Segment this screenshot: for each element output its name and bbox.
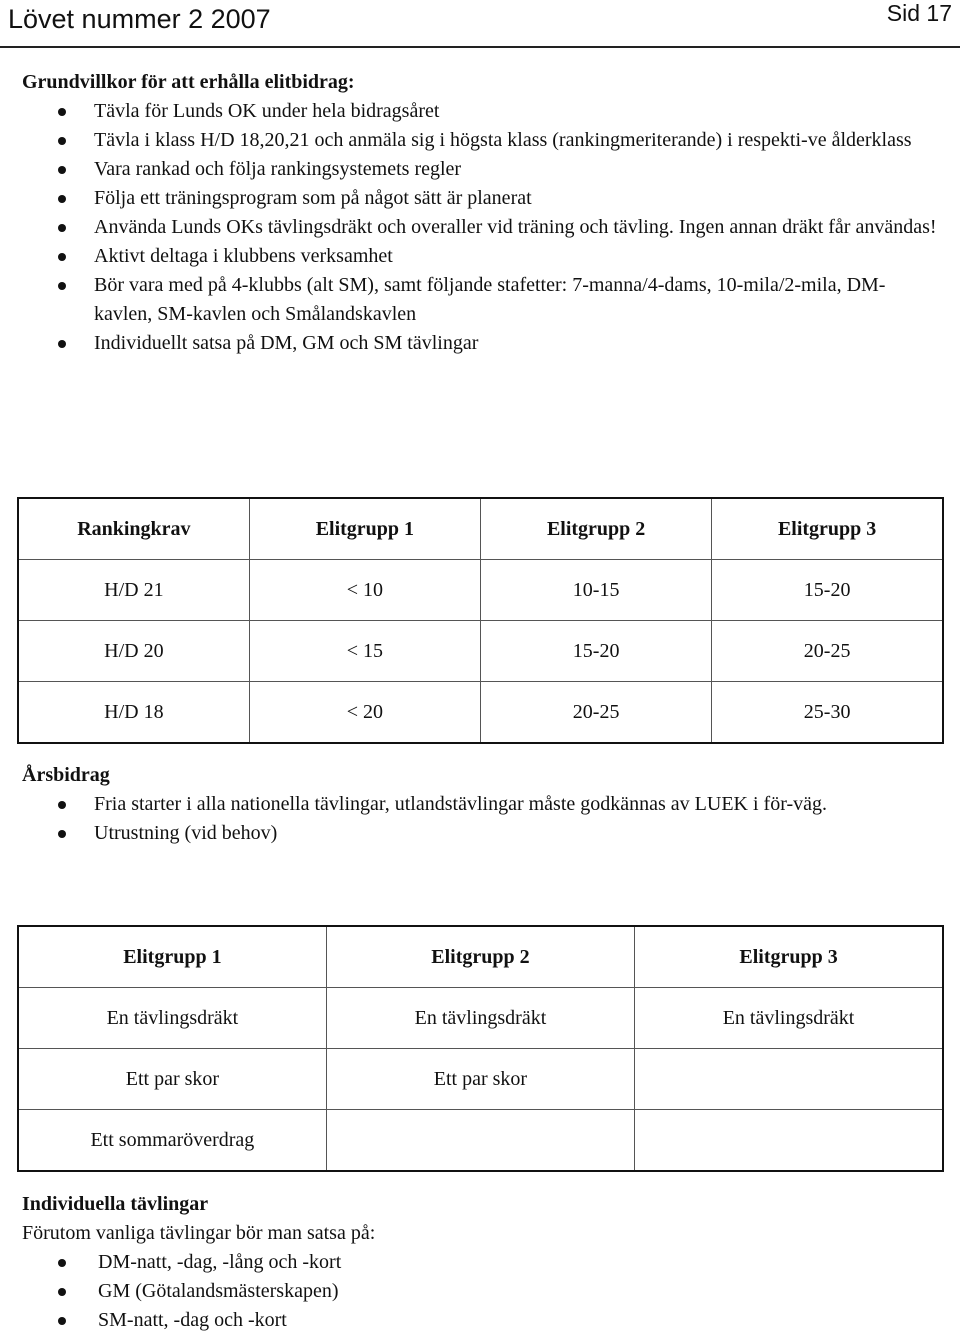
table-header-cell: Rankingkrav (18, 498, 249, 560)
equipment-table (17, 925, 944, 1172)
list-item: Tävla för Lunds OK under hela bidragsåret (22, 97, 937, 126)
table-cell: En tävlingsdräkt (18, 988, 326, 1049)
bullet-icon (58, 137, 66, 145)
table-row (18, 1110, 943, 1172)
bullet-icon (58, 1317, 66, 1325)
table-cell (635, 1110, 943, 1172)
bullet-icon (58, 253, 66, 261)
annual-grant-heading: Årsbidrag (22, 764, 110, 786)
list-item: DM-natt, -dag, -lång och -kort (22, 1248, 937, 1277)
list-item: Utrustning (vid behov) (22, 819, 937, 848)
table-cell: 10-15 (481, 560, 712, 621)
bullet-icon (58, 340, 66, 348)
table-row (18, 621, 943, 682)
bullet-icon (58, 108, 66, 116)
table-cell: Ett sommaröverdrag (18, 1110, 326, 1172)
table-cell: Ett par skor (18, 1049, 326, 1110)
list-item: Tävla i klass H/D 18,20,21 och anmäla sig i högsta klass (rankingmeriterande) i respekti-ve ålderklass (22, 126, 937, 155)
table-header-cell: Elitgrupp 3 (635, 926, 943, 988)
table-header-cell: Elitgrupp 2 (326, 926, 634, 988)
annual-grant-section (22, 761, 937, 848)
list-item: SM-natt, -dag och -kort (22, 1306, 937, 1335)
table-header-cell: Elitgrupp 2 (481, 498, 712, 560)
basic-conditions-list (22, 97, 937, 358)
bullet-icon (58, 1288, 66, 1296)
table-cell: H/D 21 (18, 560, 249, 621)
table-row (18, 682, 943, 744)
table-cell: 20-25 (481, 682, 712, 744)
table-header-row (18, 498, 943, 560)
basic-conditions-section (22, 68, 937, 358)
bullet-icon (58, 830, 66, 838)
table-row (18, 988, 943, 1049)
page-header (0, 0, 960, 48)
table-cell: 20-25 (712, 621, 943, 682)
table-header-cell: Elitgrupp 1 (18, 926, 326, 988)
publication-title: Lövet nummer 2 2007 (8, 4, 271, 34)
bullet-icon (58, 166, 66, 174)
table-cell: H/D 20 (18, 621, 249, 682)
bullet-icon (58, 801, 66, 809)
table-header-row (18, 926, 943, 988)
list-item: Individuellt satsa på DM, GM och SM tävlingar (22, 329, 937, 358)
individual-intro: Förutom vanliga tävlingar bör man satsa på: (22, 1222, 376, 1244)
individual-heading: Individuella tävlingar (22, 1193, 209, 1215)
table-header-cell: Elitgrupp 1 (249, 498, 480, 560)
bullet-icon (58, 224, 66, 232)
table-cell: 25-30 (712, 682, 943, 744)
table-header-cell: Elitgrupp 3 (712, 498, 943, 560)
table-cell: En tävlingsdräkt (326, 988, 634, 1049)
table-cell: < 15 (249, 621, 480, 682)
table-cell: < 20 (249, 682, 480, 744)
individual-section (22, 1190, 937, 1335)
page-number: Sid 17 (886, 0, 952, 26)
individual-list (22, 1248, 937, 1335)
table-cell: H/D 18 (18, 682, 249, 744)
table-cell: < 10 (249, 560, 480, 621)
list-item: Bör vara med på 4-klubbs (alt SM), samt följande stafetter: 7-manna/4-dams, 10-mila/2-mila, DM-kavlen, SM-kavlen och Smålandskavlen (22, 271, 937, 329)
list-item: Vara rankad och följa rankingsystemets regler (22, 155, 937, 184)
table-row (18, 560, 943, 621)
table-cell: En tävlingsdräkt (635, 988, 943, 1049)
table-cell (326, 1110, 634, 1172)
bullet-icon (58, 282, 66, 290)
ranking-table (17, 497, 944, 744)
bullet-icon (58, 1259, 66, 1267)
list-item: Aktivt deltaga i klubbens verksamhet (22, 242, 937, 271)
list-item: Använda Lunds OKs tävlingsdräkt och overaller vid träning och tävling. Ingen annan dräkt får användas! (22, 213, 937, 242)
annual-grant-list (22, 790, 937, 848)
table-row (18, 1049, 943, 1110)
bullet-icon (58, 195, 66, 203)
list-item: GM (Götalandsmästerskapen) (22, 1277, 937, 1306)
list-item: Fria starter i alla nationella tävlingar, utlandstävlingar måste godkännas av LUEK i för-väg. (22, 790, 937, 819)
table-cell (635, 1049, 943, 1110)
list-item: Följa ett träningsprogram som på något sätt är planerat (22, 184, 937, 213)
table-cell: 15-20 (481, 621, 712, 682)
basic-conditions-heading: Grundvillkor för att erhålla elitbidrag: (22, 71, 355, 93)
table-cell: 15-20 (712, 560, 943, 621)
table-cell: Ett par skor (326, 1049, 634, 1110)
